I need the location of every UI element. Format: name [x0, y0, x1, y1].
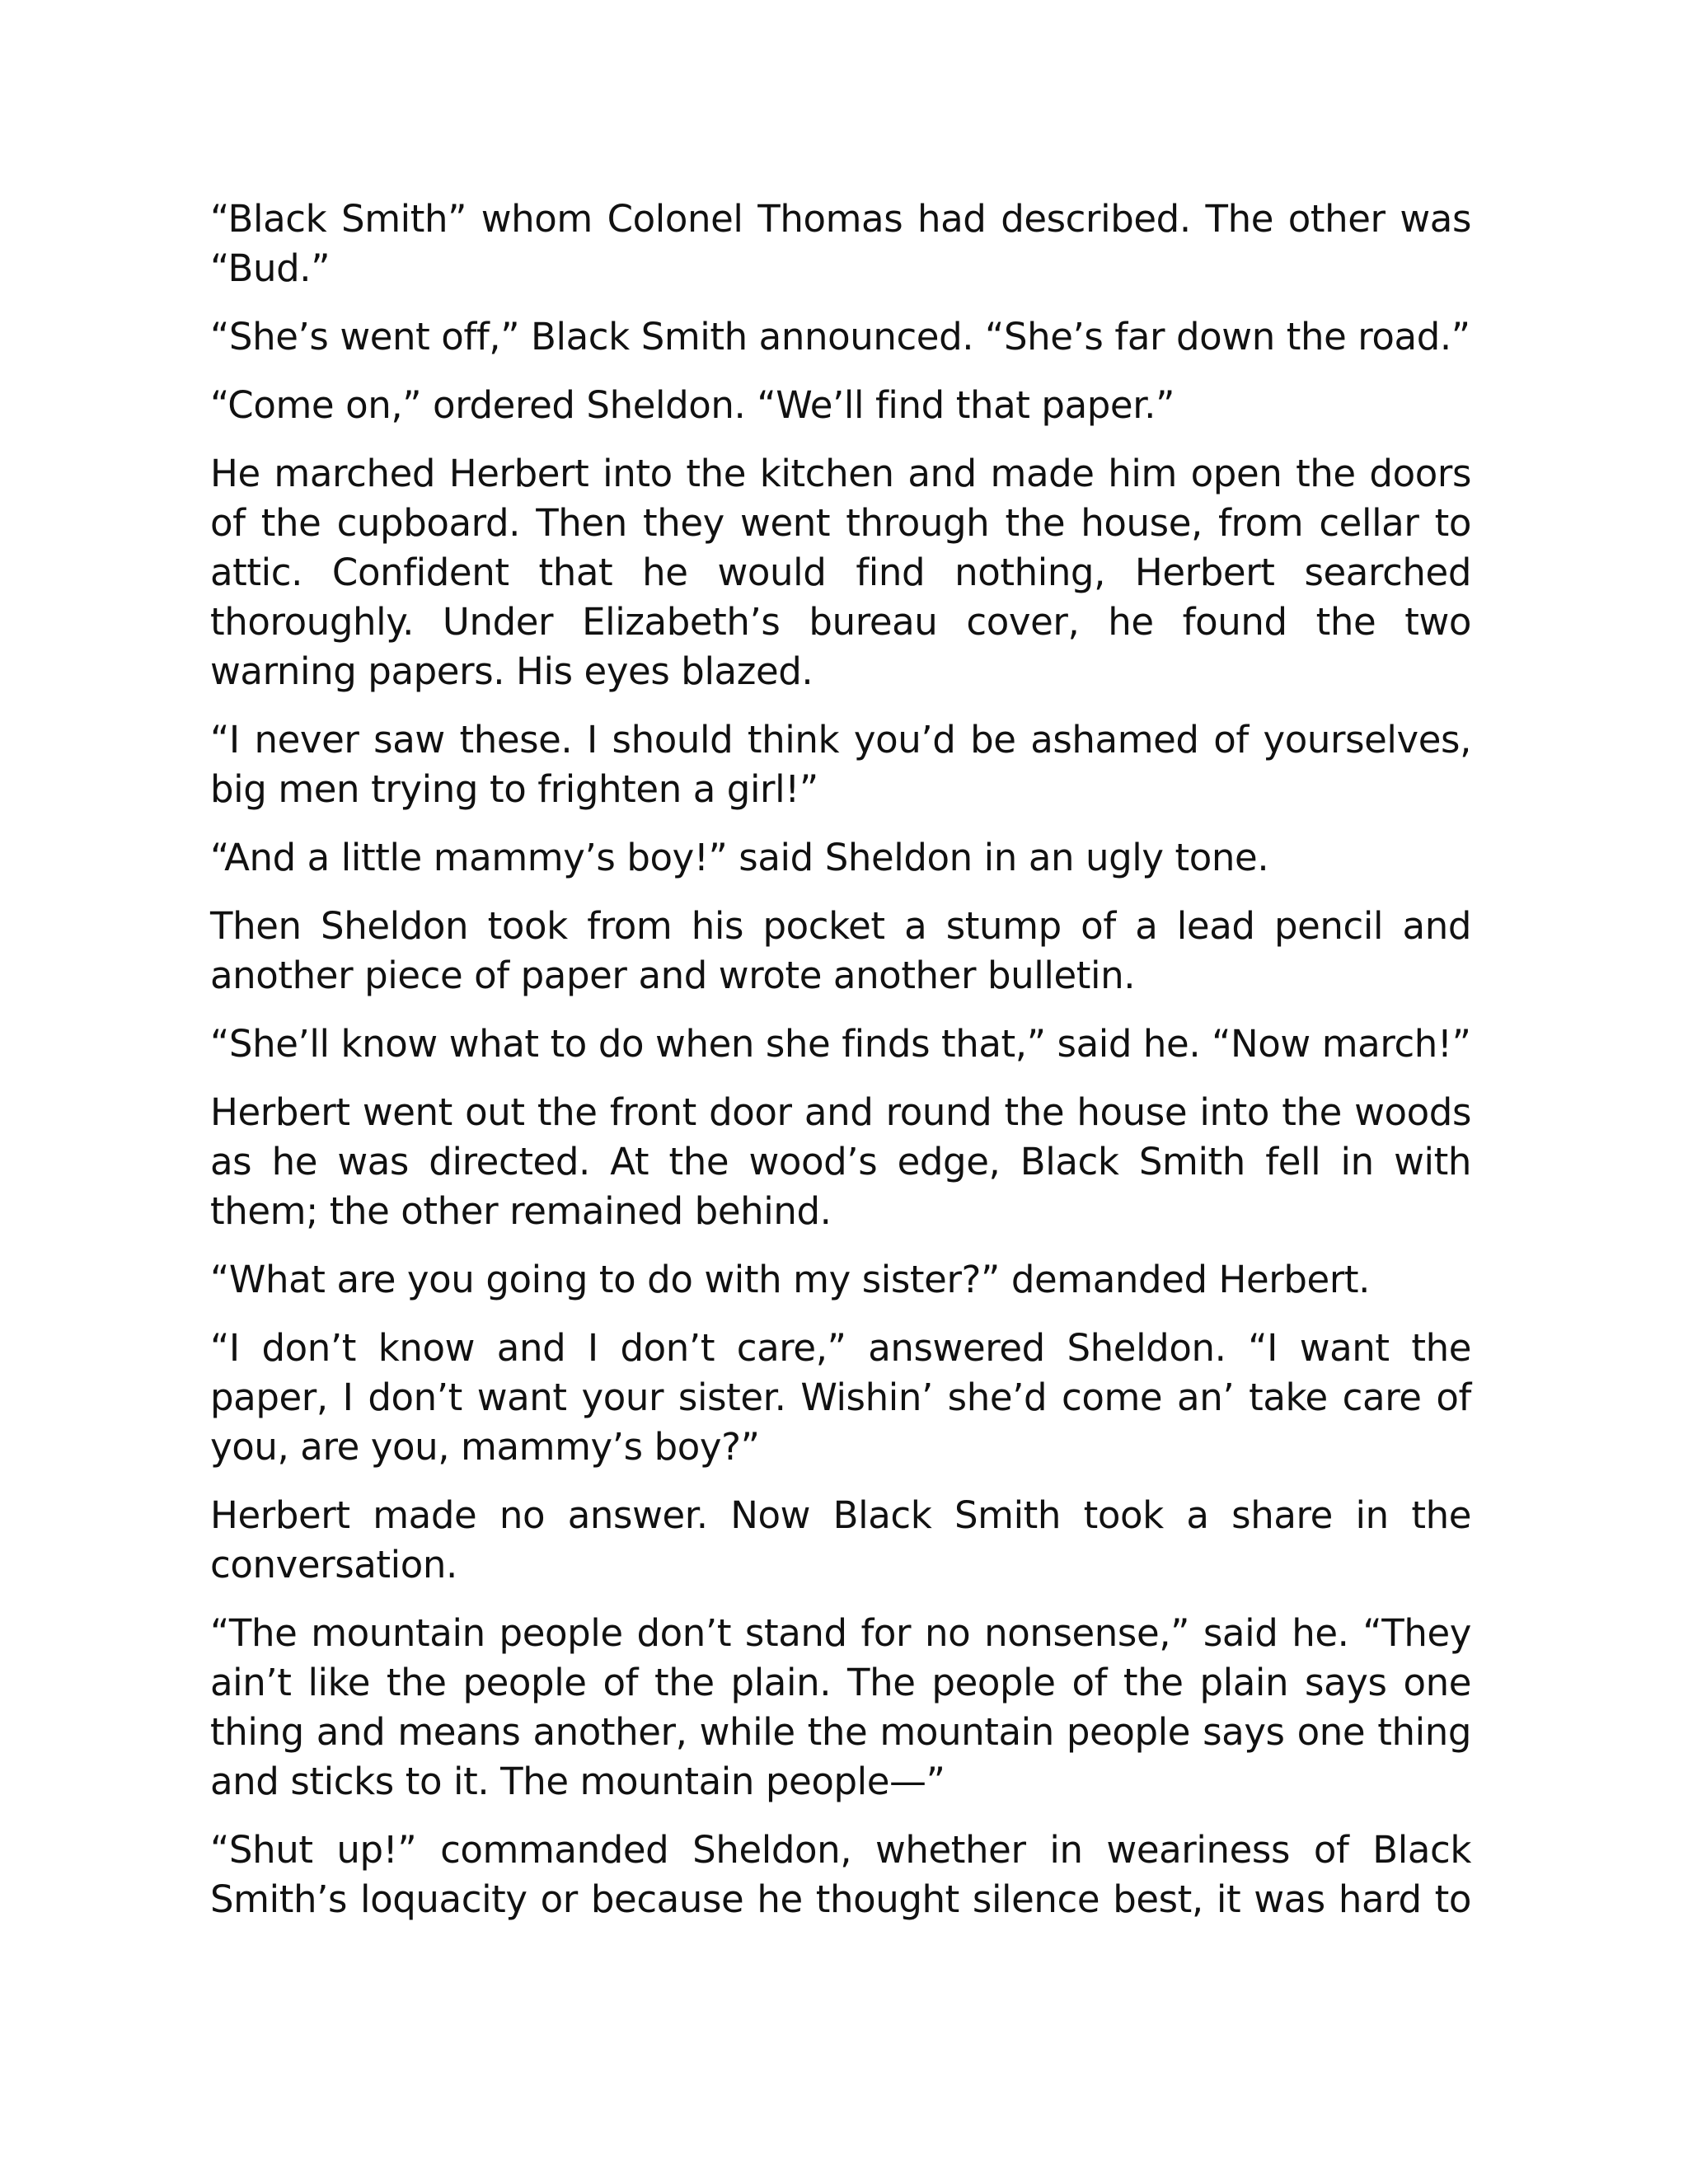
paragraph: “I don’t know and I don’t care,” answered Sheldon. “I want the paper, I don’t want your sister. Wishin’ she’d come an’ take care of you, are you, mammy’s boy?”: [210, 1326, 1471, 1469]
paragraph: He marched Herbert into the kitchen and made him open the doors of the cupboard. Then they went through the house, from cellar to attic. Confident that he would find nothing, Herbert searched thoroughly. Under Elizabeth’s bureau cover, he found the two warning papers. His eyes blazed.: [210, 452, 1471, 693]
paragraph-continued: “Shut up!” commanded Sheldon, whether in weariness of Black Smith’s loquacity or because he thought silence best, it was hard to: [210, 1828, 1471, 1921]
paragraph: “Come on,” ordered Sheldon. “We’ll find that paper.”: [210, 383, 1175, 427]
paragraph: Then Sheldon took from his pocket a stump of a lead pencil and another piece of paper and wrote another bulletin.: [210, 904, 1471, 997]
paragraph: “And a little mammy’s boy!” said Sheldon in an ugly tone.: [210, 836, 1269, 879]
paragraph: Herbert went out the front door and round the house into the woods as he was directed. At the wood’s edge, Black Smith fell in with them; the other remained behind.: [210, 1090, 1471, 1233]
paragraph: “What are you going to do with my sister?” demanded Herbert.: [210, 1258, 1371, 1301]
paragraph: Herbert made no answer. Now Black Smith took a share in the conversation.: [210, 1493, 1471, 1586]
paragraph: “Black Smith” whom Colonel Thomas had described. The other was “Bud.”: [210, 197, 1471, 290]
paragraph: “I never saw these. I should think you’d be ashamed of yourselves, big men trying to frighten a girl!”: [210, 718, 1471, 811]
paragraph: “She’ll know what to do when she finds that,” said he. “Now march!”: [210, 1022, 1471, 1066]
body-text: [210, 194, 1471, 1943]
paragraph: “She’s went off,” Black Smith announced. “She’s far down the road.”: [210, 315, 1470, 359]
paragraph: “The mountain people don’t stand for no nonsense,” said he. “They ain’t like the people of the plain. The people of the plain says one thing and means another, while the mountain people says one thing and sticks to it. The mountain people—”: [210, 1611, 1471, 1803]
